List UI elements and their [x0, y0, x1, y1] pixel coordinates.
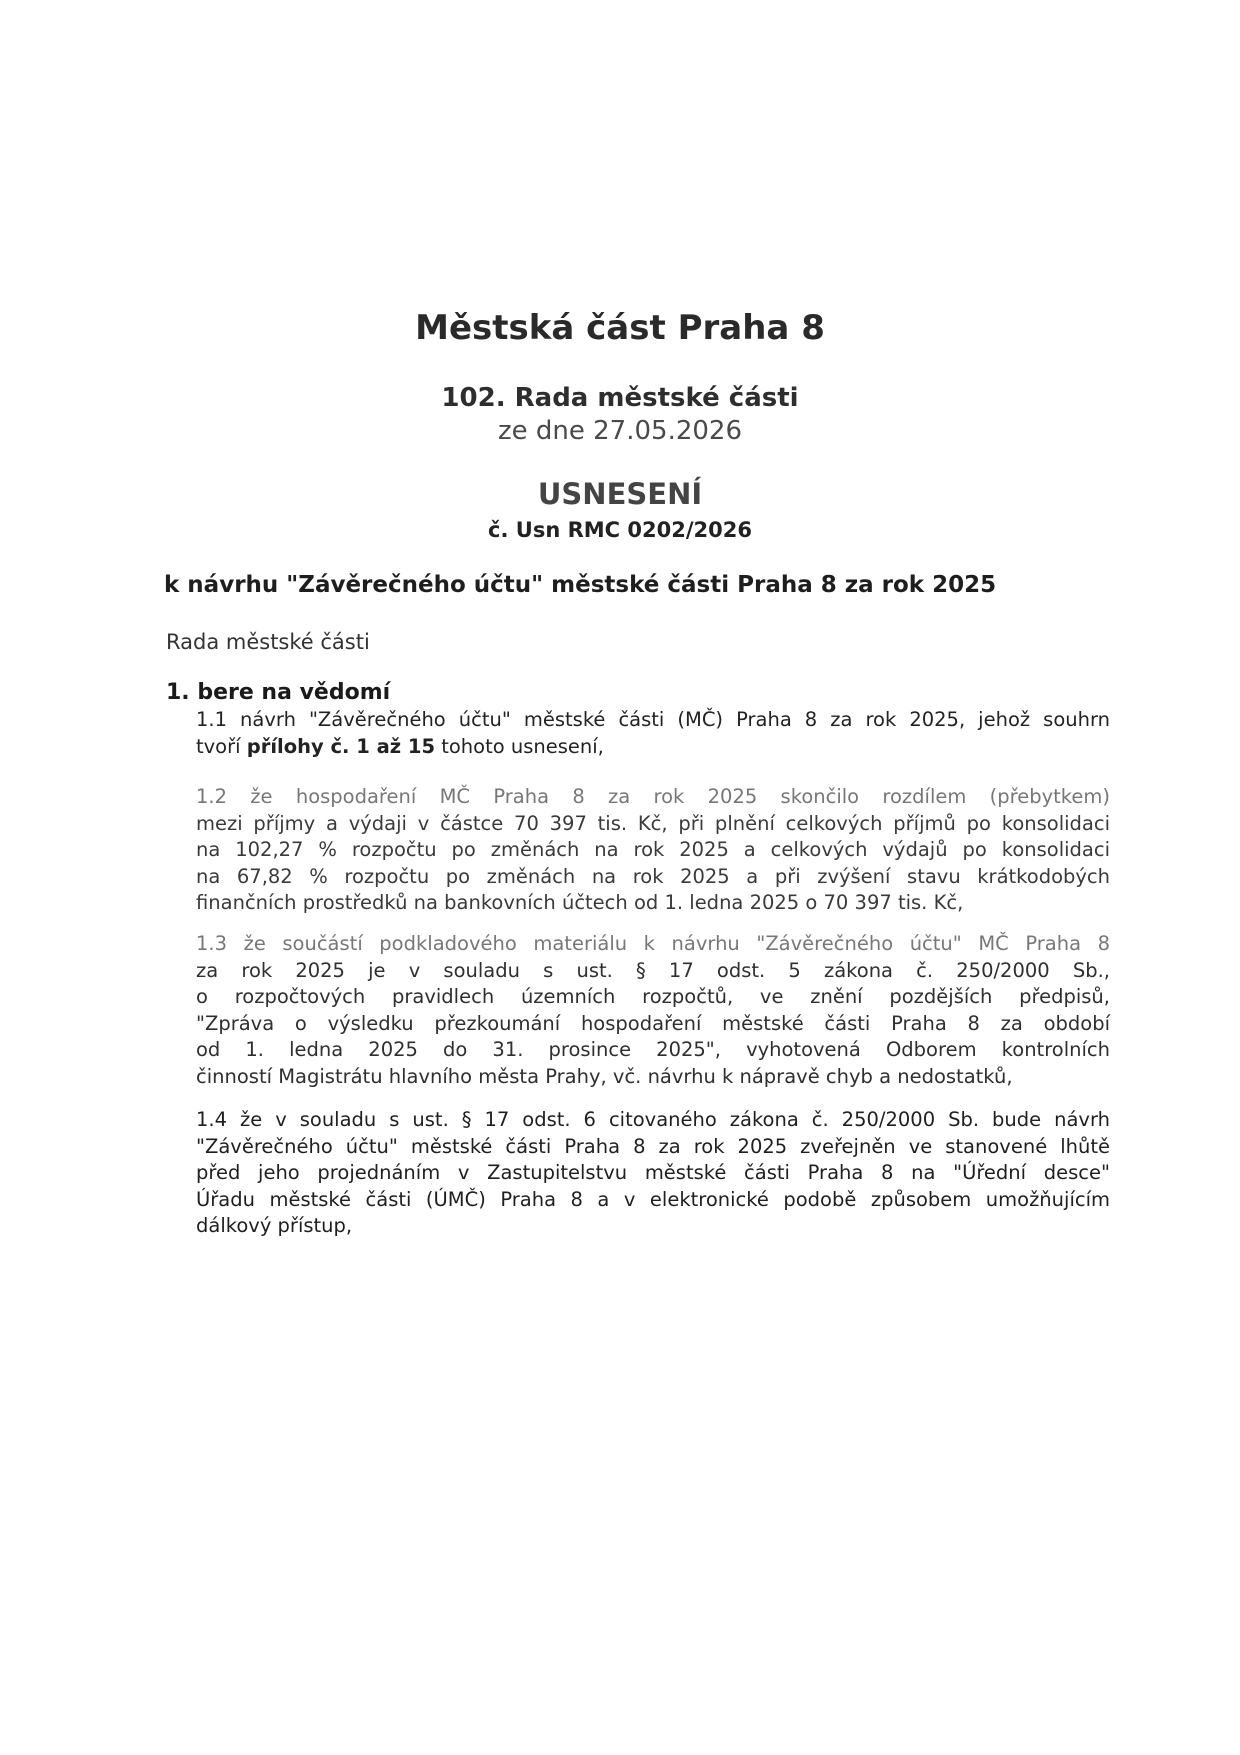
paragraph-line: před jeho projednáním v Zastupitelstvu městské části Praha 8 na "Úřední desce"	[196, 1161, 1110, 1184]
section-1-heading: 1. bere na vědomí	[166, 680, 391, 705]
text-run: tvoří	[196, 734, 247, 758]
text-run: tohoto usnesení,	[435, 734, 604, 758]
paragraph-line: za rok 2025 je v souladu s ust. § 17 odst. 5 zákona č. 250/2000 Sb.,	[196, 958, 1110, 982]
paragraph-line: Úřadu městské části (ÚMČ) Praha 8 a v elektronické podobě způsobem umožňujícím	[196, 1187, 1110, 1211]
paragraph-line: na 67,82 % rozpočtu po změnách na rok 2025 a při zvýšení stavu krátkodobých	[196, 864, 1110, 888]
municipality-title: Městská část Praha 8	[415, 308, 825, 348]
paragraph-line: finančních prostředků na bankovních účtech od 1. ledna 2025 o 70 397 tis. Kč,	[196, 891, 964, 914]
paragraph-line: "Zpráva o výsledku přezkoumání hospodaření městské části Praha 8 za období	[196, 1011, 1110, 1035]
preamble: Rada městské části	[166, 630, 370, 654]
paragraph-line: dálkový přístup,	[196, 1214, 353, 1237]
paragraph-line: na 102,27 % rozpočtu po změnách na rok 2025 a celkových výdajů po konsolidaci	[196, 838, 1110, 861]
paragraph-line	[196, 734, 1110, 761]
paragraph-1-2	[196, 784, 1110, 917]
session-date: ze dne 27.05.2026	[497, 416, 743, 446]
paragraph-1-4	[196, 1107, 1110, 1240]
paragraph-line: 1.4 že v souladu s ust. § 17 odst. 6 citovaného zákona č. 250/2000 Sb. bude návrh	[196, 1108, 1110, 1131]
document-type: USNESENÍ	[537, 477, 703, 511]
paragraph-line: o rozpočtových pravidlech územních rozpočtů, ve znění pozdějších předpisů,	[196, 985, 1110, 1008]
document-number: č. Usn RMC 0202/2026	[488, 518, 752, 542]
resolution-subject: k návrhu "Závěrečného účtu" městské části Praha 8 za rok 2025	[164, 572, 997, 598]
paragraph-line: činností Magistrátu hlavního města Prahy, vč. návrhu k nápravě chyb a nedostatků,	[196, 1064, 1013, 1088]
paragraph-line: 1.2 že hospodaření MČ Praha 8 za rok 2025 skončilo rozdílem (přebytkem)	[196, 785, 1110, 808]
attachments-reference: přílohy č. 1 až 15	[246, 734, 436, 758]
paragraph-line: "Závěrečného účtu" městské části Praha 8 za rok 2025 zveřejněn ve stanovené lhůtě	[196, 1134, 1110, 1158]
paragraph-line: od 1. ledna 2025 do 31. prosince 2025", vyhotovená Odborem kontrolních	[196, 1038, 1110, 1061]
paragraph-line: mezi příjmy a výdaji v částce 70 397 tis. Kč, při plnění celkových příjmů po konsolidaci	[196, 811, 1110, 835]
paragraph-line: 1.1 návrh "Závěrečného účtu" městské části (MČ) Praha 8 za rok 2025, jehož souhrn	[196, 708, 1110, 731]
paragraph-line: 1.3 že součástí podkladového materiálu k návrhu "Závěrečného účtu" MČ Praha 8	[196, 932, 1110, 955]
paragraph-1-1	[196, 707, 1110, 760]
paragraph-1-3	[196, 931, 1110, 1090]
council-session: 102. Rada městské části	[441, 383, 799, 413]
